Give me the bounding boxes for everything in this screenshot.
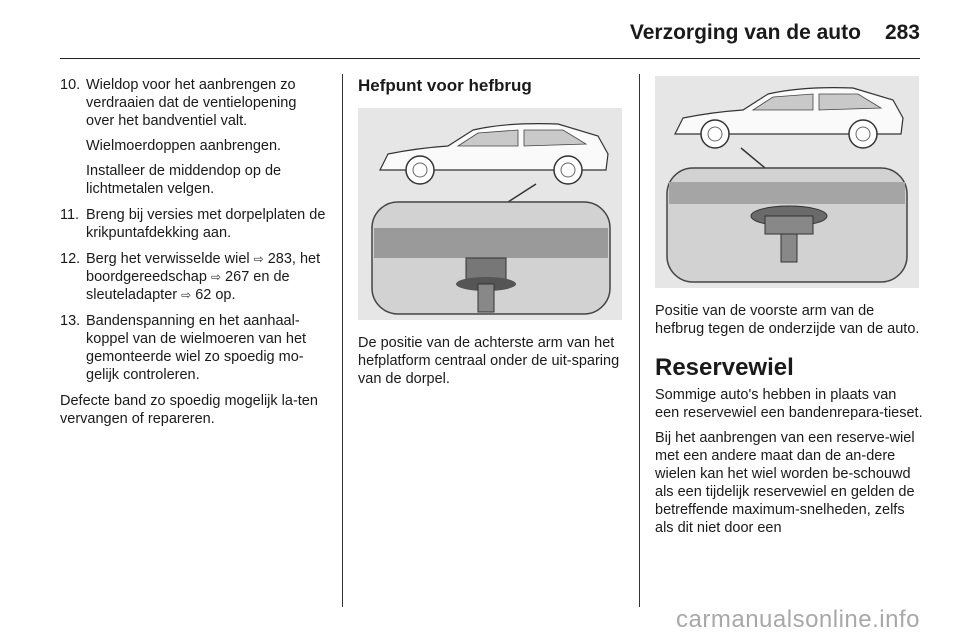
front-arm-caption: Positie van de voorste arm van de hefbrug tegen de onderzijde van de auto. [655, 303, 920, 337]
instruction-list [60, 76, 328, 384]
item-number: 12. [60, 251, 81, 267]
left-column [60, 76, 328, 435]
closing-paragraph: Defecte band zo spoedig mogelijk la-ten vervangen of repareren. [60, 393, 318, 427]
lift-point-heading: Hefpunt voor hefbrug [358, 76, 532, 95]
item-number: 11. [60, 207, 80, 223]
cross-reference-arrow-icon: ⇨ [210, 270, 222, 284]
rear-arm-caption: De positie van de achterste arm van het hefplatform centraal onder de uit-sparing van de dorpel. [358, 335, 620, 387]
watermark: carmanualsonline.info [676, 606, 920, 633]
column-divider-right [639, 74, 640, 607]
item-text: Wieldop voor het aanbrengen zo verdraaien dat de ventielopening over het bandventiel valt. [86, 77, 297, 129]
list-item-11 [60, 206, 328, 242]
item-text: Breng bij versies met dorpelplaten de krikpuntafdekking aan. [86, 207, 326, 241]
item-text: Installeer de middendop op de lichtmetalen velgen. [86, 163, 282, 197]
item-text: Wielmoerdoppen aanbrengen. [86, 138, 282, 154]
item-number: 10. [60, 77, 81, 93]
right-column [655, 76, 923, 544]
header-title: Verzorging van de auto [629, 21, 861, 44]
body-paragraph: Sommige auto's hebben in plaats van een reservewiel een bandenrepara-tieset. [655, 387, 923, 421]
page-number: 283 [884, 21, 920, 44]
list-item-12 [60, 250, 328, 304]
item-text: Bandenspanning en het aanhaal-koppel van de wielmoeren van het gemonteerde wiel zo spoedig mo-gelijk controleren. [86, 313, 307, 383]
page-header [60, 18, 920, 48]
cross-reference-arrow-icon: ⇨ [253, 252, 264, 266]
item-text: Berg het verwisselde wiel ⇨ 283, het boordgereedschap ⇨ 267 en de sleuteladapter ⇨ 62 op. [86, 251, 321, 303]
list-item-13 [60, 312, 328, 384]
cross-reference-arrow-icon: ⇨ [181, 288, 192, 302]
column-divider-left [342, 74, 343, 607]
front-lift-arm-illustration [655, 76, 919, 288]
item-number: 13. [60, 313, 81, 329]
header-rule [60, 58, 920, 59]
list-item-10 [60, 76, 328, 198]
rear-lift-arm-illustration [358, 108, 622, 320]
body-paragraph: Bij het aanbrengen van een reserve-wiel met een andere maat dan de an-dere wielen kan het wiel worden be-schouwd als een tijdelijk reservewiel en gelden de betreffende maximum-snelheden, zelfs als dit niet door een [655, 430, 915, 536]
middle-column [358, 76, 624, 395]
section-title-reservewiel: Reservewiel [655, 354, 794, 381]
